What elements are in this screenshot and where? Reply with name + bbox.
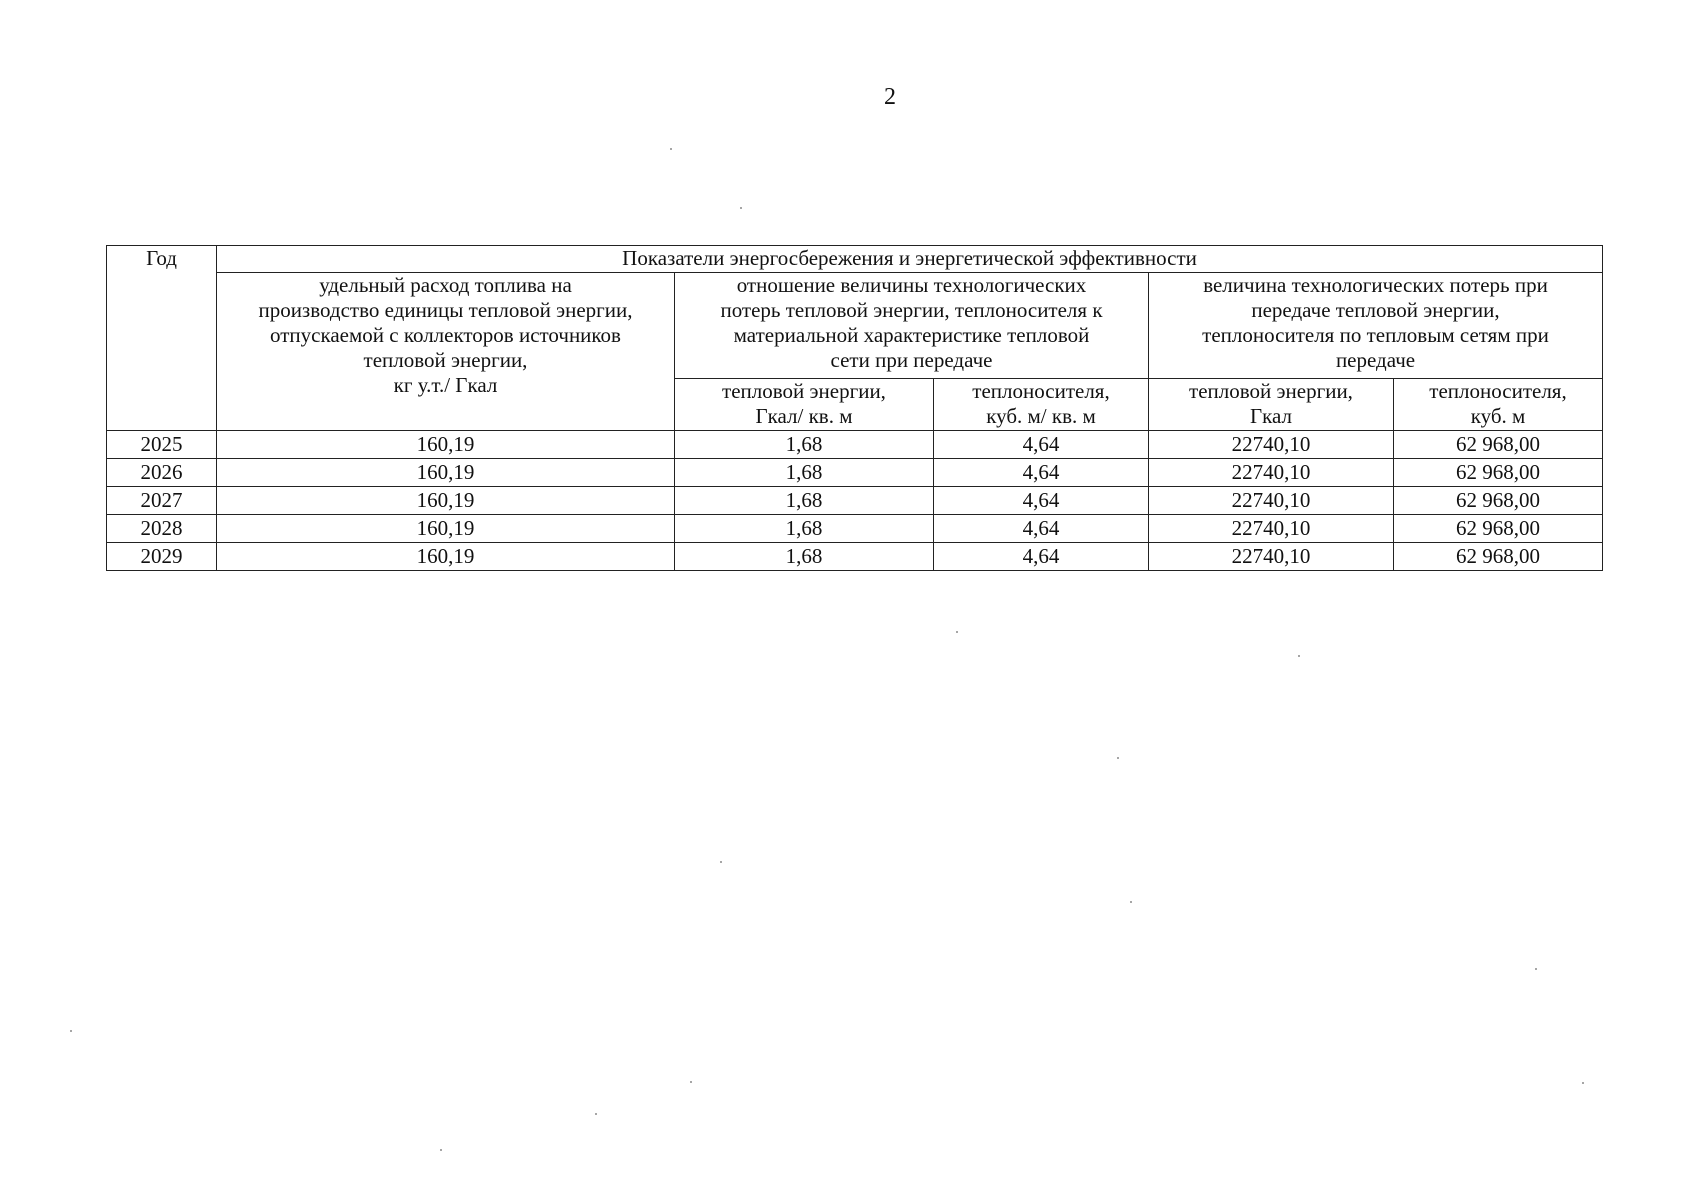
- heat-ratio-cell: 1,68: [675, 431, 934, 459]
- table-row: [107, 459, 1603, 487]
- sub-header-line: теплоносителя,: [972, 379, 1110, 403]
- fuel-cell: 160,19: [217, 459, 675, 487]
- sub-header-heat-loss: [1149, 379, 1394, 431]
- year-cell: 2026: [107, 459, 217, 487]
- carrier-loss-cell: 62 968,00: [1394, 431, 1603, 459]
- heat-ratio-cell: 1,68: [675, 543, 934, 571]
- year-cell: 2025: [107, 431, 217, 459]
- sub-header-heat-ratio: [675, 379, 934, 431]
- page-number: 2: [884, 84, 896, 110]
- heat-ratio-cell: 1,68: [675, 487, 934, 515]
- scan-speck: [1535, 968, 1537, 970]
- carrier-ratio-cell: 4,64: [934, 431, 1149, 459]
- sub-header-line: теплоносителя,: [1429, 379, 1567, 403]
- header-line: отпускаемой с коллекторов источников: [270, 323, 621, 347]
- sub-header-line: тепловой энергии,: [1189, 379, 1353, 403]
- carrier-loss-cell: 62 968,00: [1394, 543, 1603, 571]
- carrier-loss-cell: 62 968,00: [1394, 515, 1603, 543]
- scan-speck: [1582, 1082, 1584, 1084]
- header-line: производство единицы тепловой энергии,: [258, 298, 633, 322]
- header-line: материальной характеристике тепловой: [733, 323, 1090, 347]
- scan-speck: [956, 631, 958, 633]
- scan-speck: [440, 1149, 442, 1151]
- scan-speck: [1130, 901, 1132, 903]
- carrier-loss-cell: 62 968,00: [1394, 487, 1603, 515]
- scan-speck: [1298, 655, 1300, 657]
- carrier-ratio-cell: 4,64: [934, 543, 1149, 571]
- fuel-cell: 160,19: [217, 515, 675, 543]
- group-header: Показатели энергосбережения и энергетической эффективности: [217, 246, 1603, 273]
- heat-loss-cell: 22740,10: [1149, 515, 1394, 543]
- header-line: сети при передаче: [830, 348, 993, 372]
- scan-speck: [690, 1081, 692, 1083]
- fuel-cell: 160,19: [217, 543, 675, 571]
- year-cell: 2028: [107, 515, 217, 543]
- sub-header-line: тепловой энергии,: [722, 379, 886, 403]
- heat-ratio-cell: 1,68: [675, 515, 934, 543]
- scan-speck: [595, 1113, 597, 1115]
- header-line: передаче тепловой энергии,: [1251, 298, 1500, 322]
- header-line: теплоносителя по тепловым сетям при: [1202, 323, 1549, 347]
- carrier-ratio-cell: 4,64: [934, 459, 1149, 487]
- header-line: потерь тепловой энергии, теплоносителя к: [720, 298, 1103, 322]
- heat-loss-cell: 22740,10: [1149, 459, 1394, 487]
- header-line: величина технологических потерь при: [1203, 273, 1548, 297]
- loss-ratio-header: [675, 273, 1149, 379]
- table-header-row-1: [107, 246, 1603, 273]
- year-cell: 2027: [107, 487, 217, 515]
- heat-loss-cell: 22740,10: [1149, 543, 1394, 571]
- header-line: кг у.т./ Гкал: [393, 373, 498, 397]
- carrier-loss-cell: 62 968,00: [1394, 459, 1603, 487]
- fuel-cell: 160,19: [217, 487, 675, 515]
- sub-header-carrier-loss: [1394, 379, 1603, 431]
- table-row: [107, 515, 1603, 543]
- fuel-cell: 160,19: [217, 431, 675, 459]
- scan-speck: [70, 1030, 72, 1032]
- scan-speck: [740, 207, 742, 209]
- table-header-row-2: [107, 273, 1603, 379]
- header-line: тепловой энергии,: [363, 348, 528, 372]
- heat-loss-cell: 22740,10: [1149, 487, 1394, 515]
- sub-header-line: куб. м/ кв. м: [986, 404, 1096, 428]
- scan-speck: [720, 861, 722, 863]
- year-header: Год: [107, 246, 217, 431]
- sub-header-line: Гкал/ кв. м: [755, 404, 853, 428]
- header-line: передаче: [1335, 348, 1416, 372]
- header-line: отношение величины технологических: [736, 273, 1087, 297]
- table-row: [107, 487, 1603, 515]
- carrier-ratio-cell: 4,64: [934, 515, 1149, 543]
- sub-header-carrier-ratio: [934, 379, 1149, 431]
- table-row: [107, 431, 1603, 459]
- sub-header-line: Гкал: [1249, 404, 1292, 428]
- heat-ratio-cell: 1,68: [675, 459, 934, 487]
- header-line: удельный расход топлива на: [319, 273, 572, 297]
- year-cell: 2029: [107, 543, 217, 571]
- heat-loss-cell: 22740,10: [1149, 431, 1394, 459]
- sub-header-line: куб. м: [1470, 404, 1526, 428]
- table-row: [107, 543, 1603, 571]
- scan-speck: [1117, 757, 1119, 759]
- fuel-consumption-header: [217, 273, 675, 431]
- loss-value-header: [1149, 273, 1603, 379]
- carrier-ratio-cell: 4,64: [934, 487, 1149, 515]
- scan-speck: [670, 148, 672, 150]
- energy-efficiency-table: [106, 245, 1603, 571]
